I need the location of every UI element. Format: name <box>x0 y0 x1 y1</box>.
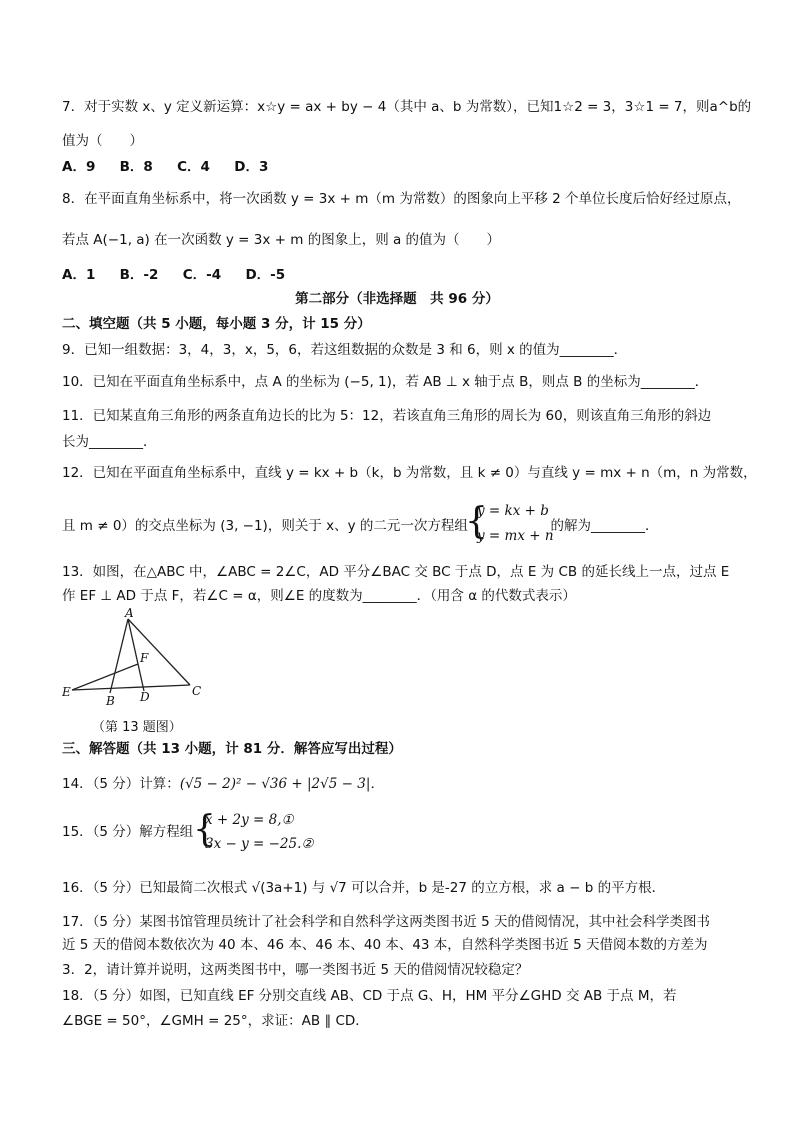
label-b: B <box>106 694 115 708</box>
q13-figure-caption: （第 13 题图） <box>92 720 182 735</box>
q7-option-a: A．9 <box>62 159 96 175</box>
q12-eq2: y = mx + n <box>477 528 554 544</box>
q14 <box>62 775 744 793</box>
section3-title: 三、解答题（共 13 小题，计 81 分．解答应写出过程） <box>62 741 402 757</box>
q14-expression: (√5 − 2)² − √36 + |2√5 − 3|． <box>179 776 384 792</box>
q12-line2-post: 的解为________． <box>550 518 659 534</box>
label-d: D <box>140 690 150 704</box>
q17-line1: 17．（5 分）某图书馆管理员统计了社会科学和自然科学这两类图书近 5 天的借阅情况，其中社会科学类图书 <box>62 914 710 930</box>
q8-options <box>62 266 744 284</box>
q12-system-brace: { <box>465 501 488 542</box>
q7-option-d: D．3 <box>234 159 269 175</box>
section2-title: 二、填空题（共 5 小题，每小题 3 分，计 15 分） <box>62 316 371 332</box>
label-a: A <box>125 607 134 620</box>
q11-line1: 11．已知某直角三角形的两条直角边长的比为 5：12，若该直角三角形的周长为 60，则该直角三角形的斜边 <box>62 408 712 424</box>
q18-line1: 18．（5 分）如图，已知直线 EF 分别交直线 AB、CD 于点 G、H，HM 平分∠GHD 交 AB 于点 M，若 <box>62 988 677 1004</box>
q14-pre: 14．（5 分）计算： <box>62 776 180 792</box>
q15-eq1: x + 2y = 8,① <box>205 812 294 828</box>
q8-line1: 8．在平面直角坐标系中，将一次函数 y = 3x + m（m 为常数）的图象向上平移 2 个单位长度后恰好经过原点， <box>62 191 741 207</box>
q12-line1: 12．已知在平面直角坐标系中，直线 y = kx + b（k，b 为常数，且 k ≠ 0）与直线 y = mx + n（m，n 为常数， <box>62 465 757 481</box>
q7-option-c: C．4 <box>177 159 210 175</box>
label-e: E <box>62 685 71 699</box>
q9: 9．已知一组数据：3，4，3，x，5，6，若这组数据的众数是 3 和 6，则 x 的值为________． <box>62 342 628 358</box>
q12-eq1: y = kx + b <box>477 503 549 519</box>
q18-line2: ∠BGE = 50°，∠GMH = 25°，求证：AB ∥ CD． <box>62 1013 369 1029</box>
q13-figure <box>62 607 212 727</box>
q8-option-d: D．-5 <box>245 267 286 283</box>
q13-line2: 作 EF ⊥ AD 于点 F，若∠C = α，则∠E 的度数为________．（用含 α 的代数式表示） <box>62 588 576 604</box>
q13-line1: 13．如图，在△ABC 中，∠ABC = 2∠C，AD 平分∠BAC 交 BC 于点 D，点 E 为 CB 的延长线上一点，过点 E <box>62 564 730 580</box>
label-c: C <box>192 684 202 698</box>
segment-ac <box>128 619 190 685</box>
segment-ef <box>72 664 138 690</box>
segment-ec <box>72 685 190 690</box>
q7-option-b: B．8 <box>119 159 153 175</box>
label-f: F <box>140 651 149 665</box>
q12-line2 <box>62 517 744 535</box>
q15-system-brace: { <box>193 809 216 850</box>
q7-options <box>62 158 744 176</box>
q16: 16．（5 分）已知最简二次根式 √(3a+1) 与 √7 可以合并，b 是-27 的立方根，求 a − b 的平方根． <box>62 880 666 896</box>
q7-line1: 7．对于实数 x、y 定义新运算：x☆y = ax + by − 4（其中 a、b 为常数），已知1☆2 = 3，3☆1 = 7，则a^b的 <box>62 99 752 115</box>
q17-line3: 3．2，请计算并说明，这两类图书中，哪一类图书近 5 天的借阅情况较稳定？ <box>62 962 529 978</box>
q15-eq2: 3x − y = −25.② <box>205 836 314 852</box>
q7-line2: 值为（ ） <box>62 133 143 149</box>
q12-line2-pre: 且 m ≠ 0）的交点坐标为 (3, −1)，则关于 x、y 的二元一次方程组 <box>62 518 468 534</box>
q15-pre: 15．（5 分）解方程组 <box>62 824 194 840</box>
q11-line2: 长为________． <box>62 434 157 450</box>
q8-option-a: A．1 <box>62 267 96 283</box>
q8-option-c: C．-4 <box>182 267 222 283</box>
q8-line2: 若点 A(−1, a) 在一次函数 y = 3x + m 的图象上，则 a 的值为（ ） <box>62 232 501 248</box>
q8-option-b: B．-2 <box>119 267 159 283</box>
q17-line2: 近 5 天的借阅本数依次为 40 本、46 本、46 本、40 本、43 本，自然科学类图书近 5 天借阅本数的方差为 <box>62 937 708 953</box>
part2-title: 第二部分（非选择题 共 96 分） <box>295 291 499 307</box>
q10: 10．已知在平面直角坐标系中，点 A 的坐标为 (−5, 1)，若 AB ⊥ x 轴于点 B，则点 B 的坐标为________． <box>62 374 709 390</box>
segment-ab <box>110 619 128 693</box>
